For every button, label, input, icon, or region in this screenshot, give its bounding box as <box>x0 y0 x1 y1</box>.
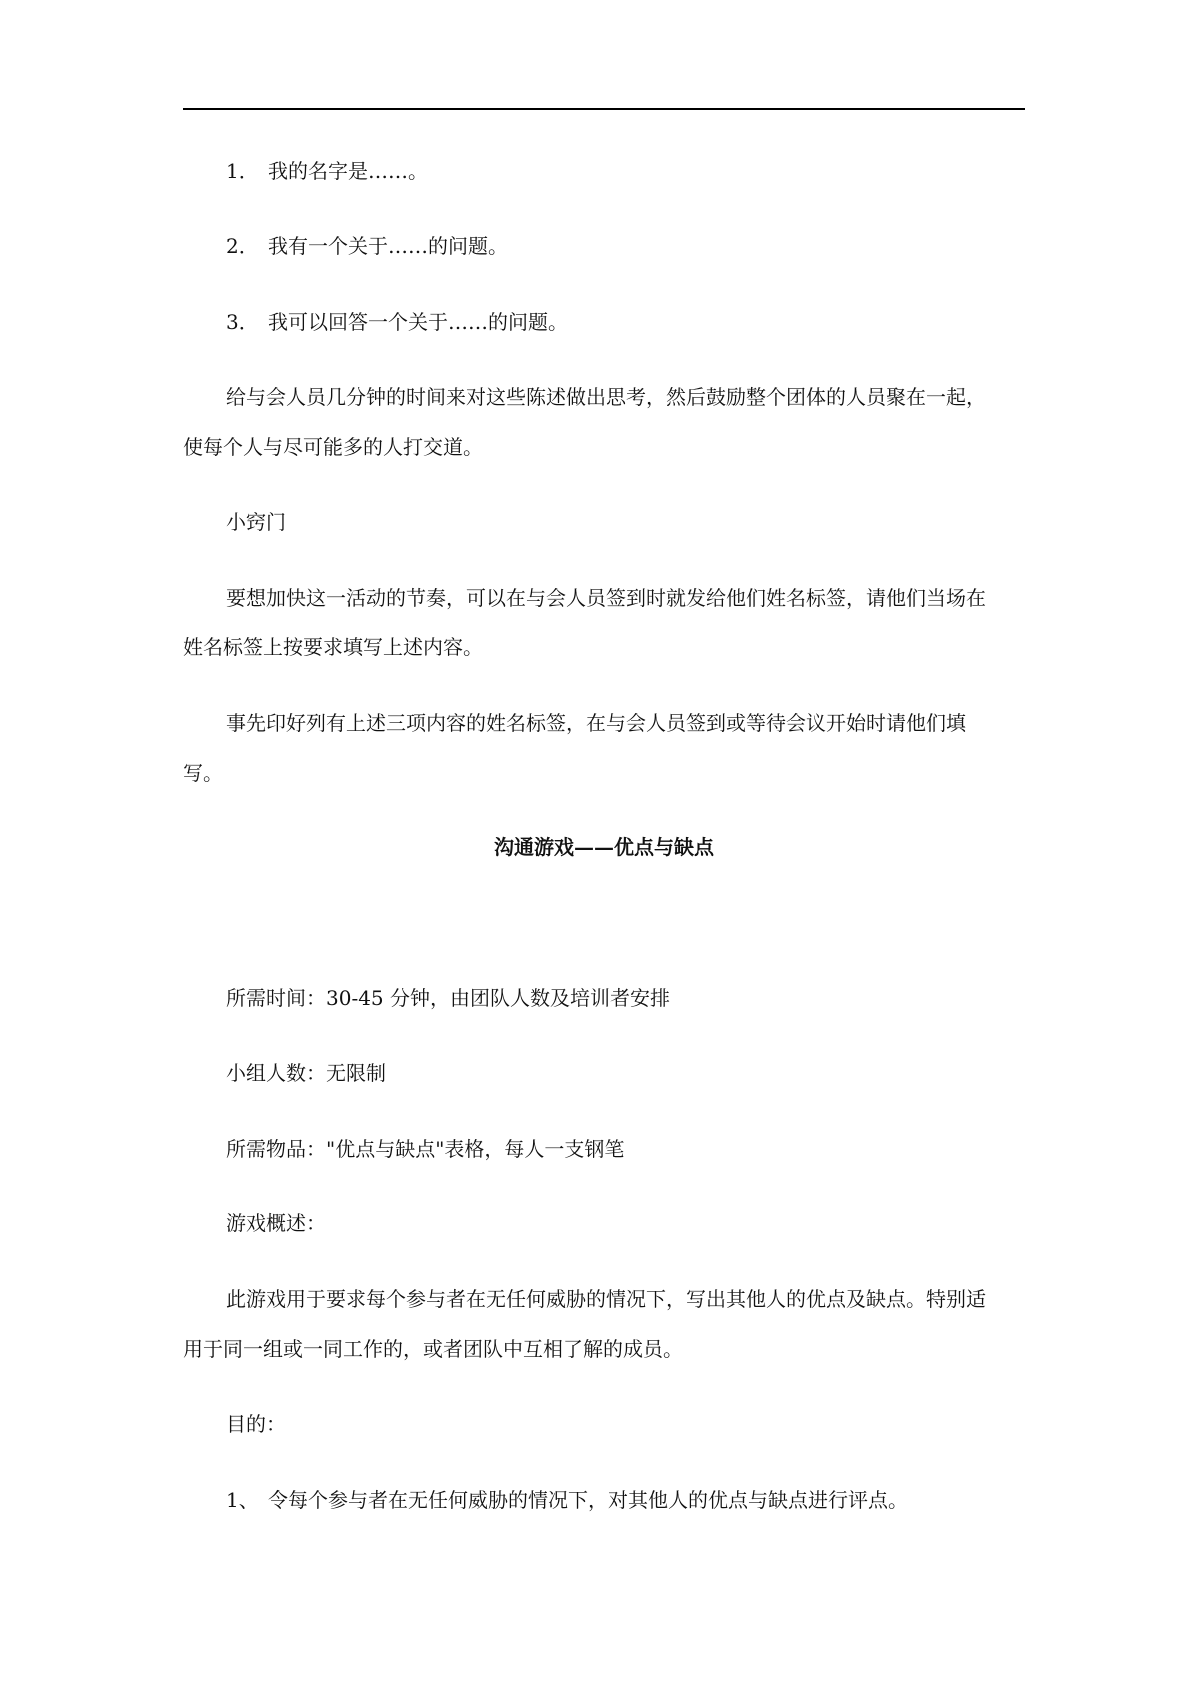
item-number: 3． <box>226 310 259 334</box>
time-required: 所需时间：30-45 分钟，由团队人数及培训者安排 <box>226 986 671 1010</box>
item-number: 1、 <box>226 1488 259 1512</box>
item-text: 令每个参与者在无任何威胁的情况下，对其他人的优点与缺点进行评点。 <box>268 1488 908 1512</box>
item-text: 我可以回答一个关于……的问题。 <box>268 310 568 334</box>
paragraph-reflect-line-1: 给与会人员几分钟的时间来对这些陈述做出思考，然后鼓励整个团体的人员聚在一起， <box>226 385 986 409</box>
paragraph-speed-line-1: 要想加快这一活动的节奏，可以在与会人员签到时就发给他们姓名标签，请他们当场在 <box>226 586 986 610</box>
numbered-item-2 <box>226 233 508 259</box>
paragraph-overview-line-1: 此游戏用于要求每个参与者在无任何威胁的情况下，写出其他人的优点及缺点。特别适 <box>226 1287 986 1311</box>
item-number: 2． <box>226 234 259 258</box>
header-rule <box>183 108 1025 110</box>
item-text: 我有一个关于……的问题。 <box>268 234 508 258</box>
paragraph-preprint-line-1: 事先印好列有上述三项内容的姓名标签，在与会人员签到或等待会议开始时请他们填 <box>226 711 966 735</box>
item-text: 我的名字是……。 <box>268 159 428 183</box>
item-number: 1． <box>226 159 259 183</box>
purpose-item-1 <box>226 1487 908 1513</box>
numbered-item-3 <box>226 309 568 335</box>
numbered-item-1 <box>226 158 428 184</box>
group-size: 小组人数：无限制 <box>226 1061 386 1085</box>
paragraph-speed-line-2: 姓名标签上按要求填写上述内容。 <box>183 635 483 659</box>
materials: 所需物品："优点与缺点"表格，每人一支钢笔 <box>226 1137 625 1161</box>
game-title: 沟通游戏——优点与缺点 <box>494 835 714 859</box>
tips-heading: 小窍门 <box>226 510 286 534</box>
paragraph-reflect-line-2: 使每个人与尽可能多的人打交道。 <box>183 435 483 459</box>
paragraph-overview-line-2: 用于同一组或一同工作的，或者团队中互相了解的成员。 <box>183 1337 683 1361</box>
purpose-heading: 目的： <box>226 1412 286 1436</box>
overview-heading: 游戏概述： <box>226 1211 326 1235</box>
paragraph-preprint-line-2: 写。 <box>183 761 223 785</box>
